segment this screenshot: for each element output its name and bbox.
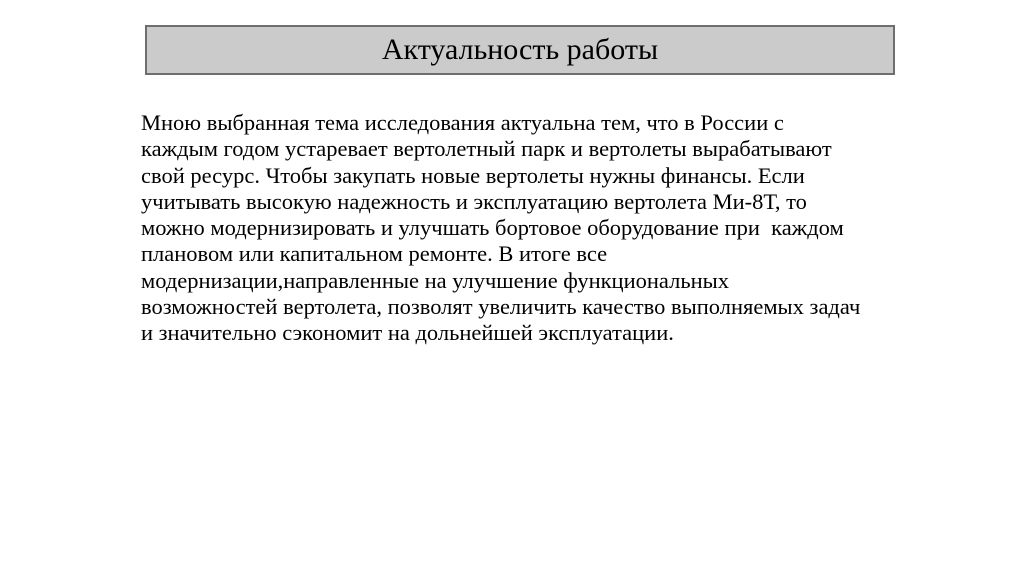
- slide-title-box: [145, 25, 895, 75]
- slide-title: Актуальность работы: [381, 33, 659, 66]
- body-line: Мною выбранная тема исследования актуальна тем, что в России с: [141, 110, 784, 135]
- body-line: и значительно сэкономит на дольнейшей эксплуатации.: [141, 320, 674, 346]
- body-line: учитывать высокую надежность и эксплуатацию вертолета Ми-8Т, то: [141, 188, 807, 214]
- body-line: модернизации,направленные на улучшение функциональных: [141, 267, 729, 293]
- body-line: каждым годом устаревает вертолетный парк и вертолеты вырабатывают: [141, 136, 832, 162]
- body-line: возможностей вертолета, позволят увеличить качество выполняемых задач: [141, 294, 861, 320]
- body-line: свой ресурс. Чтобы закупать новые вертолеты нужны финансы. Если: [141, 162, 805, 188]
- body-line: можно модернизировать и улучшать бортовое оборудование при каждом: [141, 215, 844, 241]
- body-line: плановом или капитальном ремонте. В итоге все: [141, 241, 608, 267]
- slide-body-paragraph: [141, 110, 981, 347]
